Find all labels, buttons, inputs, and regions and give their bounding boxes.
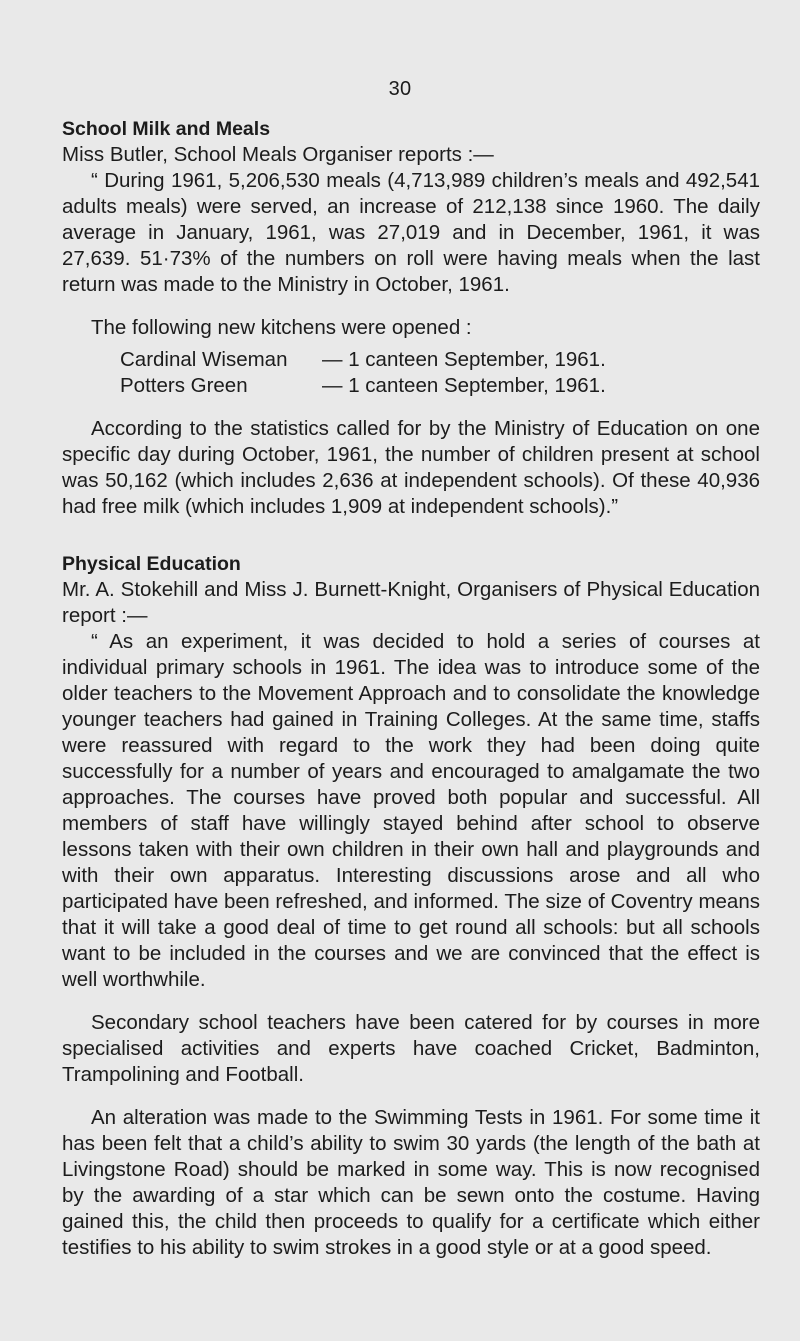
page-content: [62, 116, 760, 1261]
milk-statistics-paragraph: According to the statistics called for by the Ministry of Education on one specific day during October, 1961, the number of children present at school was 50,162 (which includes 2,636 at independent schools). Of these 40,936 had free milk (which includes 1,909 at independent schools).”: [62, 417, 760, 518]
page-number: 30: [388, 78, 412, 100]
kitchen-school-name: Cardinal Wiseman: [120, 348, 288, 371]
school-meals-intro: Miss Butler, School Meals Organiser reports :—: [62, 143, 494, 166]
secondary-courses-paragraph: Secondary school teachers have been catered for by courses in more specialised activities and experts have coached Cricket, Badminton, Trampolining and Football.: [62, 1011, 760, 1086]
physical-education-intro: Mr. A. Stokehill and Miss J. Burnett-Knight, Organisers of Physical Education report :—: [62, 578, 760, 627]
physical-education-section: [62, 551, 760, 1261]
kitchen-item: [62, 347, 760, 373]
kitchens-list: [62, 347, 760, 399]
physical-education-heading: Physical Education: [62, 553, 241, 575]
kitchen-item: [62, 373, 760, 399]
primary-courses-paragraph: “ As an experiment, it was decided to hold a series of courses at individual primary schools in 1961. The idea was to introduce some of the older teachers to the Movement Approach and to consolidate the knowledge younger teachers had gained in Training Colleges. At the same time, staffs were reassured with regard to the work they had been doing quite successfully for a number of years and encouraged to amalgamate the two approaches. The courses have proved both popular and successful. All members of staff have willingly stayed behind after school to observe lessons taken with their own children in their own hall and playgrounds and with their own apparatus. Interesting discussions arose and all who participated have been refreshed, and informed. The size of Coventry means that it will take a good deal of time to get round all schools: but all schools want to be included in the courses and we are convinced that the effect is well worthwhile.: [62, 630, 760, 991]
swimming-tests-paragraph: An alteration was made to the Swimming Tests in 1961. For some time it has been felt that a child’s ability to swim 30 yards (the length of the bath at Livingstone Road) should be marked in some way. This is now recognised by the awarding of a star which can be sewn onto the costume. Having gained this, the child then proceeds to qualify for a certificate which either testifies to his ability to swim strokes in a good style or at a good speed.: [62, 1106, 760, 1259]
school-milk-meals-heading: School Milk and Meals: [62, 118, 271, 140]
kitchen-detail: — 1 canteen September, 1961.: [322, 374, 606, 397]
kitchen-school-name: Potters Green: [120, 374, 248, 397]
kitchen-detail: — 1 canteen September, 1961.: [322, 348, 606, 371]
school-meals-paragraph: “ During 1961, 5,206,530 meals (4,713,989 children’s meals and 492,541 adults meals) were served, an increase of 212,138 since 1960. The daily average in January, 1961, was 27,019 and in December, 1961, it was 27,639. 51·73% of the numbers on roll were having meals when the last return was made to the Ministry in October, 1961.: [62, 169, 760, 296]
kitchens-intro: The following new kitchens were opened :: [91, 316, 472, 339]
school-milk-meals-section: [62, 116, 760, 520]
